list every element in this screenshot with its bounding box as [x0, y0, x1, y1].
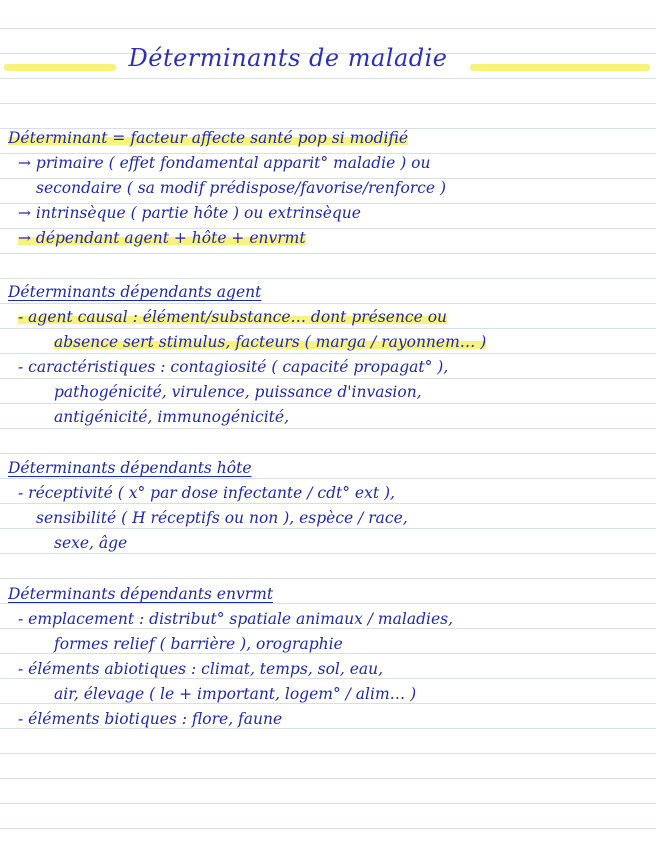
section-agent — [8, 280, 648, 430]
list-item-continuation: pathogénicité, virulence, puissance d'invasion, — [54, 383, 422, 401]
list-item: - emplacement : distribut° spatiale animaux / maladies, — [18, 610, 453, 628]
list-item-text: → dépendant agent + hôte + envrmt — [18, 229, 306, 247]
list-item-continuation: formes relief ( barrière ), orographie — [54, 635, 343, 653]
definition-line — [8, 126, 648, 151]
list-item: - éléments biotiques : flore, faune — [18, 710, 283, 728]
list-item: → primaire ( effet fondamental apparit° maladie ) ou — [18, 154, 431, 172]
section-definition — [8, 126, 648, 251]
section-heading-agent: Déterminants dépendants agent — [8, 283, 262, 301]
list-item — [8, 305, 648, 330]
list-item-continuation: sensibilité ( H réceptifs ou non ), espèce / race, — [36, 509, 408, 527]
list-item: - éléments abiotiques : climat, temps, sol, eau, — [18, 660, 384, 678]
list-item-continuation — [8, 330, 648, 355]
title-highlight-left — [4, 64, 116, 71]
list-item-continuation: secondaire ( sa modif prédispose/favorise/renforce ) — [36, 179, 447, 197]
section-heading-environment: Déterminants dépendants envrmt — [8, 585, 274, 603]
list-item-continuation: sexe, âge — [54, 534, 128, 552]
list-item: - réceptivité ( x° par dose infectante / cdt° ext ), — [18, 484, 395, 502]
list-item-text: - agent causal : élément/substance… dont présence ou — [18, 308, 448, 326]
title-highlight-right — [470, 64, 650, 71]
list-item: → intrinsèque ( partie hôte ) ou extrinsèque — [18, 204, 361, 222]
list-item — [8, 226, 648, 251]
definition-text: Déterminant = facteur affecte santé pop si modifié — [8, 129, 408, 147]
list-item: - caractéristiques : contagiosité ( capacité propagat° ), — [18, 358, 449, 376]
list-item-continuation: air, élevage ( le + important, logem° / alim… ) — [54, 685, 417, 703]
section-environment — [8, 582, 648, 732]
section-heading-host: Déterminants dépendants hôte — [8, 459, 252, 477]
page-title-area — [0, 44, 656, 84]
page-title: Déterminants de maladie — [128, 44, 448, 72]
list-item-text: absence sert stimulus, facteurs ( marga / rayonnem… ) — [54, 333, 487, 351]
list-item-continuation: antigénicité, immunogénicité, — [54, 408, 289, 426]
section-host — [8, 456, 648, 556]
